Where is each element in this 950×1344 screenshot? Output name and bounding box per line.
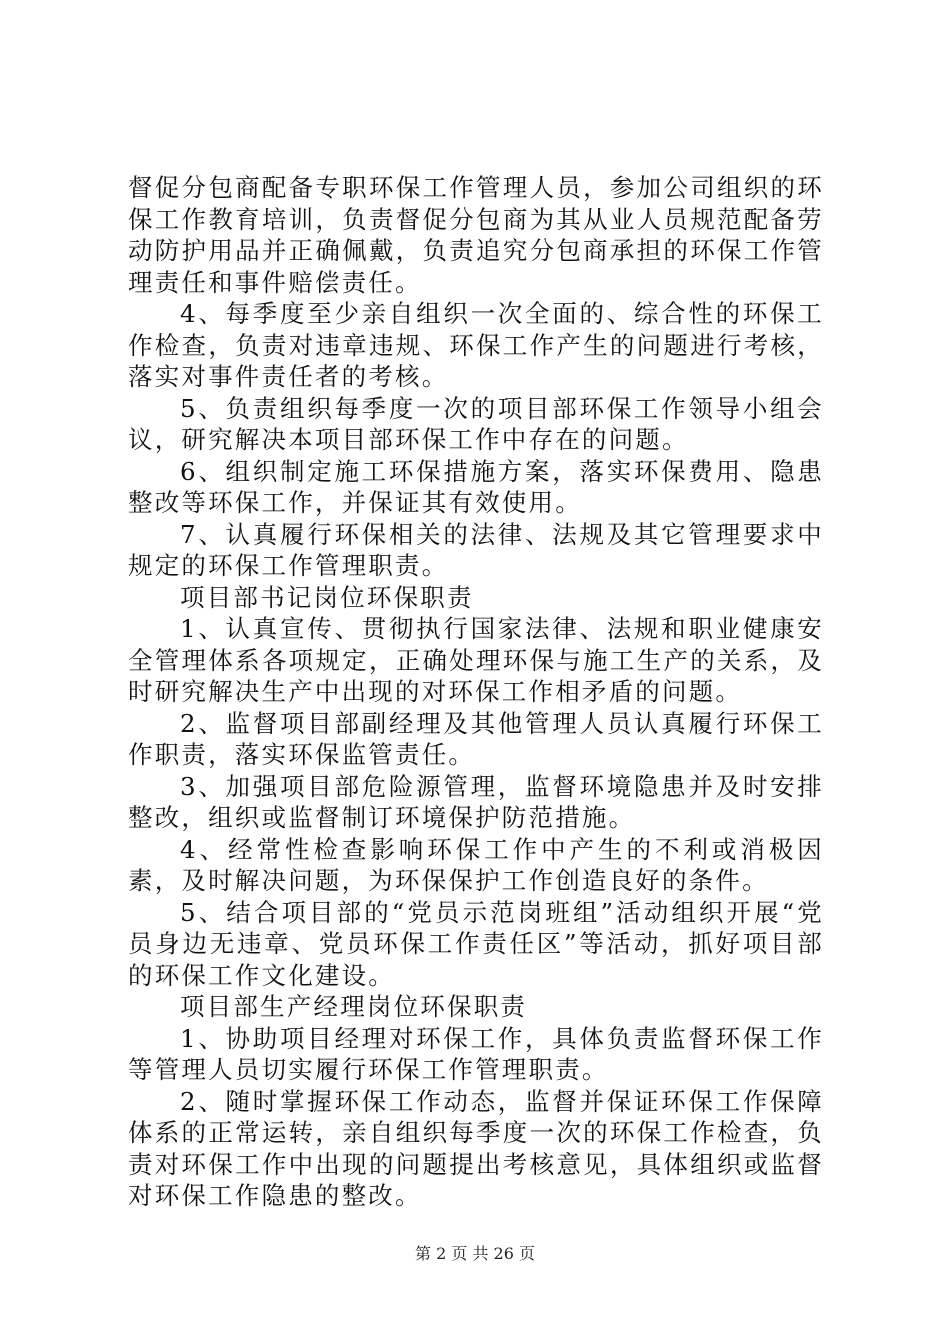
- paragraph: 1、认真宣传、贯彻执行国家法律、法规和职业健康安全管理体系各项规定，正确处理环保与施工生产的关系，及时研究解决生产中出现的对环保工作相矛盾的问题。: [128, 614, 824, 706]
- paragraph: 7、认真履行环保相关的法律、法规及其它管理要求中规定的环保工作管理职责。: [128, 519, 824, 580]
- paragraph: 6、组织制定施工环保措施方案，落实环保费用、隐患整改等环保工作，并保证其有效使用。: [128, 456, 824, 517]
- document-body: [128, 172, 824, 1212]
- paragraph: 5、负责组织每季度一次的项目部环保工作领导小组会议，研究解决本项目部环保工作中存在的问题。: [128, 393, 824, 454]
- page-number-footer: 第 2 页 共 26 页: [415, 1244, 535, 1263]
- section-heading: 项目部书记岗位环保职责: [180, 582, 474, 612]
- paragraph: 督促分包商配备专职环保工作管理人员，参加公司组织的环保工作教育培训，负责督促分包商为其从业人员规范配备劳动防护用品并正确佩戴，负责追究分包商承担的环保工作管理责任和事件赔偿责任。: [128, 173, 824, 297]
- paragraph: 3、加强项目部危险源管理，监督环境隐患并及时安排整改，组织或监督制订环境保护防范措施。: [128, 771, 824, 832]
- paragraph: 4、经常性检查影响环保工作中产生的不利或消极因素，及时解决问题，为环保保护工作创造良好的条件。: [128, 834, 824, 895]
- paragraph: 2、随时掌握环保工作动态，监督并保证环保工作保障体系的正常运转，亲自组织每季度一次的环保工作检查，负责对环保工作中出现的问题提出考核意见，具体组织或监督对环保工作隐患的整改。: [128, 1086, 824, 1210]
- section-heading: 项目部生产经理岗位环保职责: [180, 992, 528, 1021]
- paragraph: 2、监督项目部副经理及其他管理人员认真履行环保工作职责，落实环保监管责任。: [128, 708, 824, 769]
- paragraph: 5、结合项目部的“党员示范岗班组”活动组织开展“党员身边无违章、党员环保工作责任区”等活动，抓好项目部的环保工作文化建设。: [128, 897, 824, 990]
- paragraph: 1、协助项目经理对环保工作，具体负责监督环保工作等管理人员切实履行环保工作管理职责。: [128, 1023, 824, 1084]
- paragraph: 4、每季度至少亲自组织一次全面的、综合性的环保工作检查，负责对违章违规、环保工作产生的问题进行考核，落实对事件责任者的考核。: [128, 299, 824, 391]
